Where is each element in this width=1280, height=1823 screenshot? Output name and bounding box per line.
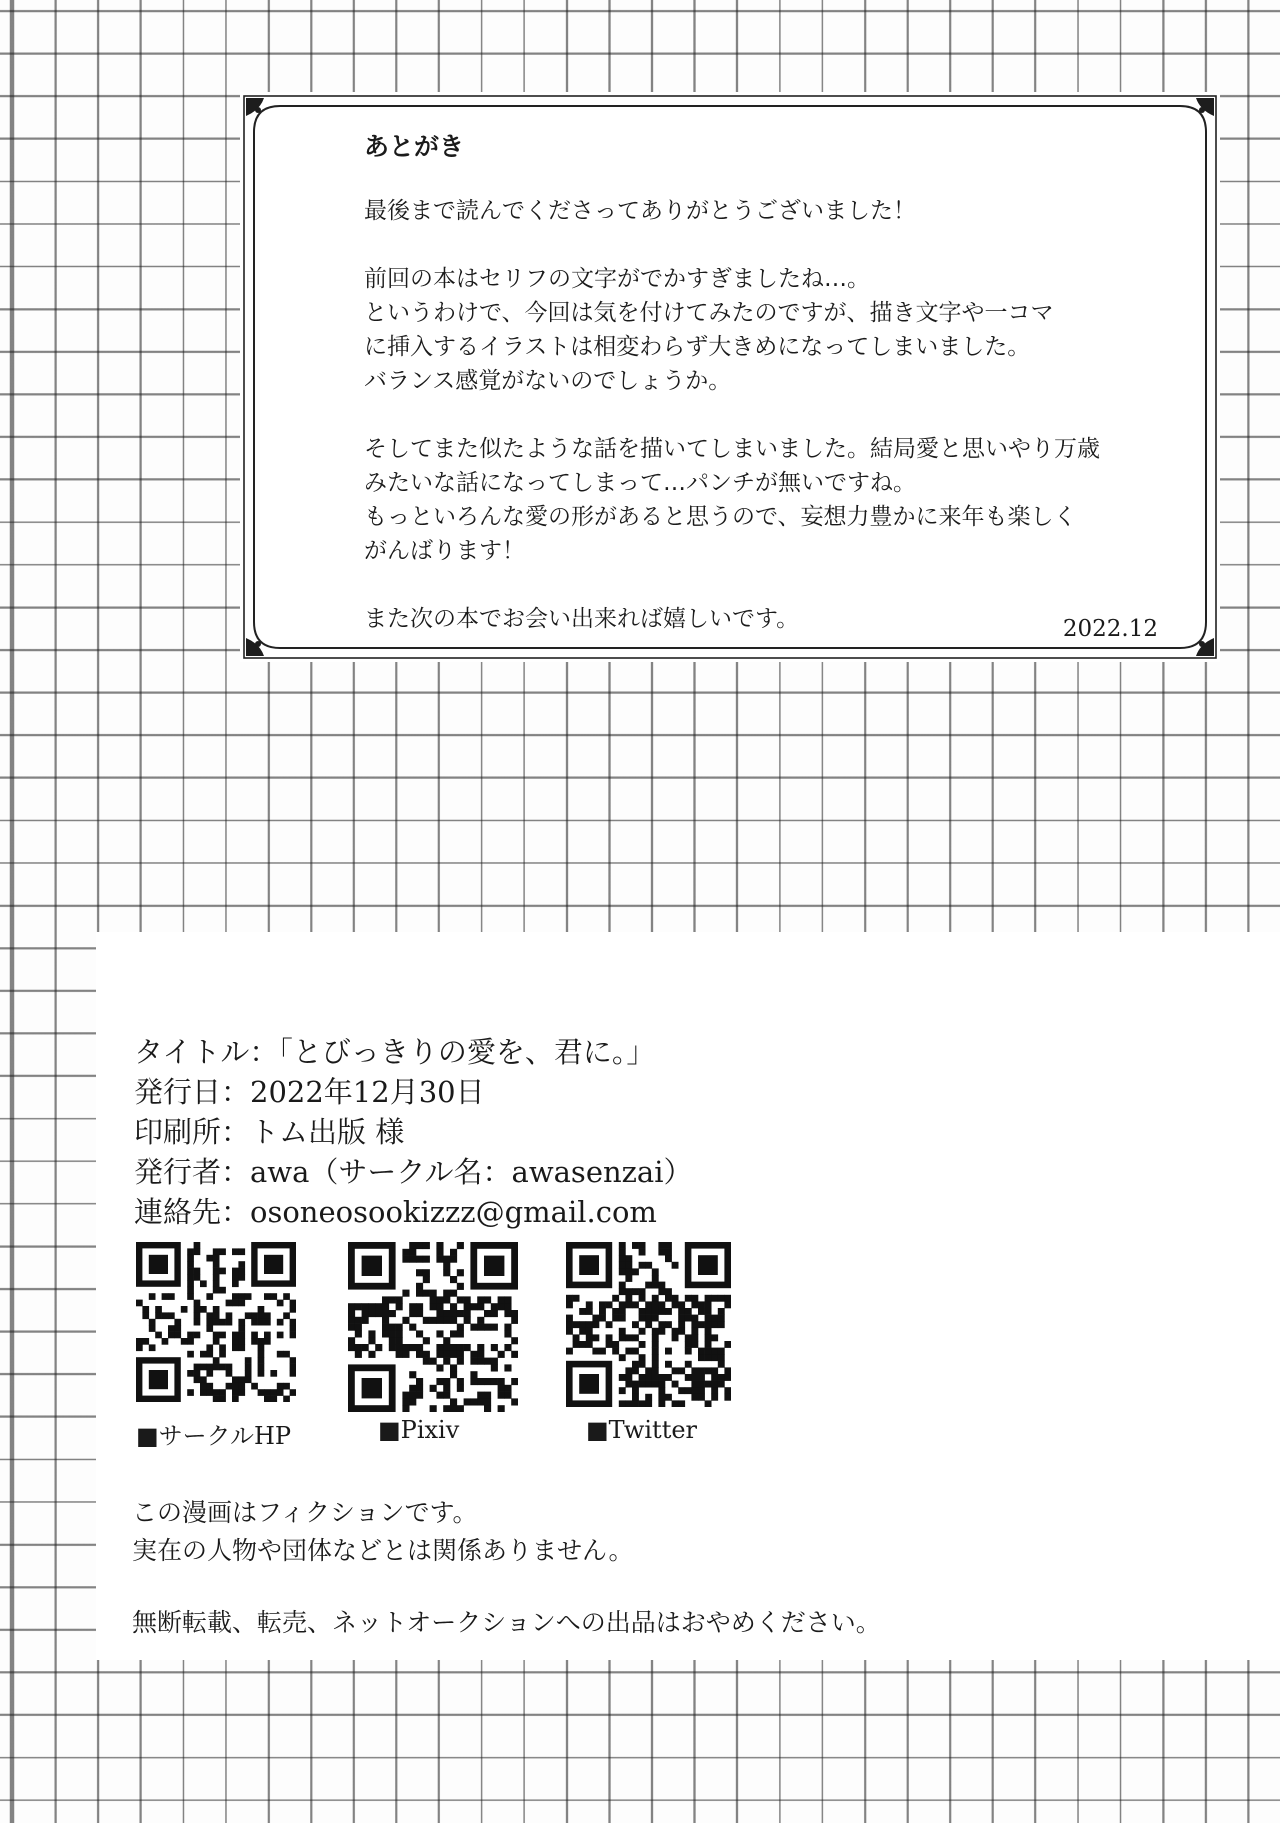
afterword-line: がんばります！	[364, 538, 525, 564]
afterword-paragraph	[364, 602, 1164, 636]
notice-line: この漫画はフィクションです。	[132, 1498, 478, 1527]
afterword-paragraph	[364, 194, 1164, 228]
qr-block-twitter	[566, 1242, 736, 1444]
fiction-notice	[132, 1494, 881, 1642]
afterword-title: あとがき	[364, 132, 465, 161]
qr-label-pixiv: ■Pixiv	[378, 1416, 460, 1444]
afterword-paragraph	[364, 432, 1164, 568]
afterword-line: というわけで、今回は気を付けてみたのですが、描き文字や一コマ	[364, 300, 1054, 326]
afterword-line: また次の本でお会い出来れば嬉しいです。	[364, 606, 800, 632]
afterword-content	[364, 120, 1164, 670]
qr-label-twitter: ■Twitter	[586, 1416, 698, 1444]
afterword-line: に挿入するイラストは相変わらず大きめになってしまいました。	[364, 334, 1031, 360]
info-date-row: 発行日：2022年12月30日	[134, 1075, 485, 1109]
qr-label-circle-hp: ■サークルHP	[136, 1422, 292, 1450]
qr-code-row	[136, 1242, 836, 1450]
notice-line: 実在の人物や団体などとは関係ありません。	[132, 1536, 634, 1565]
qr-code-icon[interactable]	[136, 1242, 296, 1402]
afterword-line: そしてまた似たような話を描いてしまいました。結局愛と思いやり万歳	[364, 436, 1100, 462]
info-printer-row: 印刷所：トム出版 様	[134, 1115, 405, 1149]
info-contact-row: 連絡先：osoneosookizzz@gmail.com	[134, 1195, 657, 1229]
qr-block-circle-hp	[136, 1242, 306, 1451]
afterword-line: もっといろんな愛の形があると思うので、妄想力豊かに来年も楽しく	[364, 504, 1077, 530]
publication-info	[134, 1032, 693, 1232]
afterword-line: 前回の本はセリフの文字がでかすぎましたね…。	[364, 266, 870, 292]
reproduction-warning: 無断転載、転売、ネットオークションへの出品はおやめください。	[132, 1608, 881, 1637]
afterword-date: 2022.12	[1062, 616, 1158, 642]
info-publisher-row: 発行者：awa（サークル名：awasenzai）	[134, 1155, 693, 1189]
afterword-line: バランス感覚がないのでしょうか。	[364, 368, 732, 394]
afterword-paragraph	[364, 262, 1164, 398]
afterword-line: 最後まで読んでくださってありがとうございました！	[364, 198, 916, 224]
qr-block-pixiv	[348, 1242, 518, 1444]
afterword-box	[240, 92, 1220, 662]
info-title-row: タイトル：「とびっきりの愛を、君に。」	[134, 1035, 656, 1069]
qr-code-icon[interactable]	[348, 1242, 518, 1412]
colophon-panel	[96, 932, 1280, 1660]
qr-code-icon[interactable]	[566, 1242, 731, 1407]
afterword-line: みたいな話になってしまって…パンチが無いですね。	[364, 470, 916, 496]
